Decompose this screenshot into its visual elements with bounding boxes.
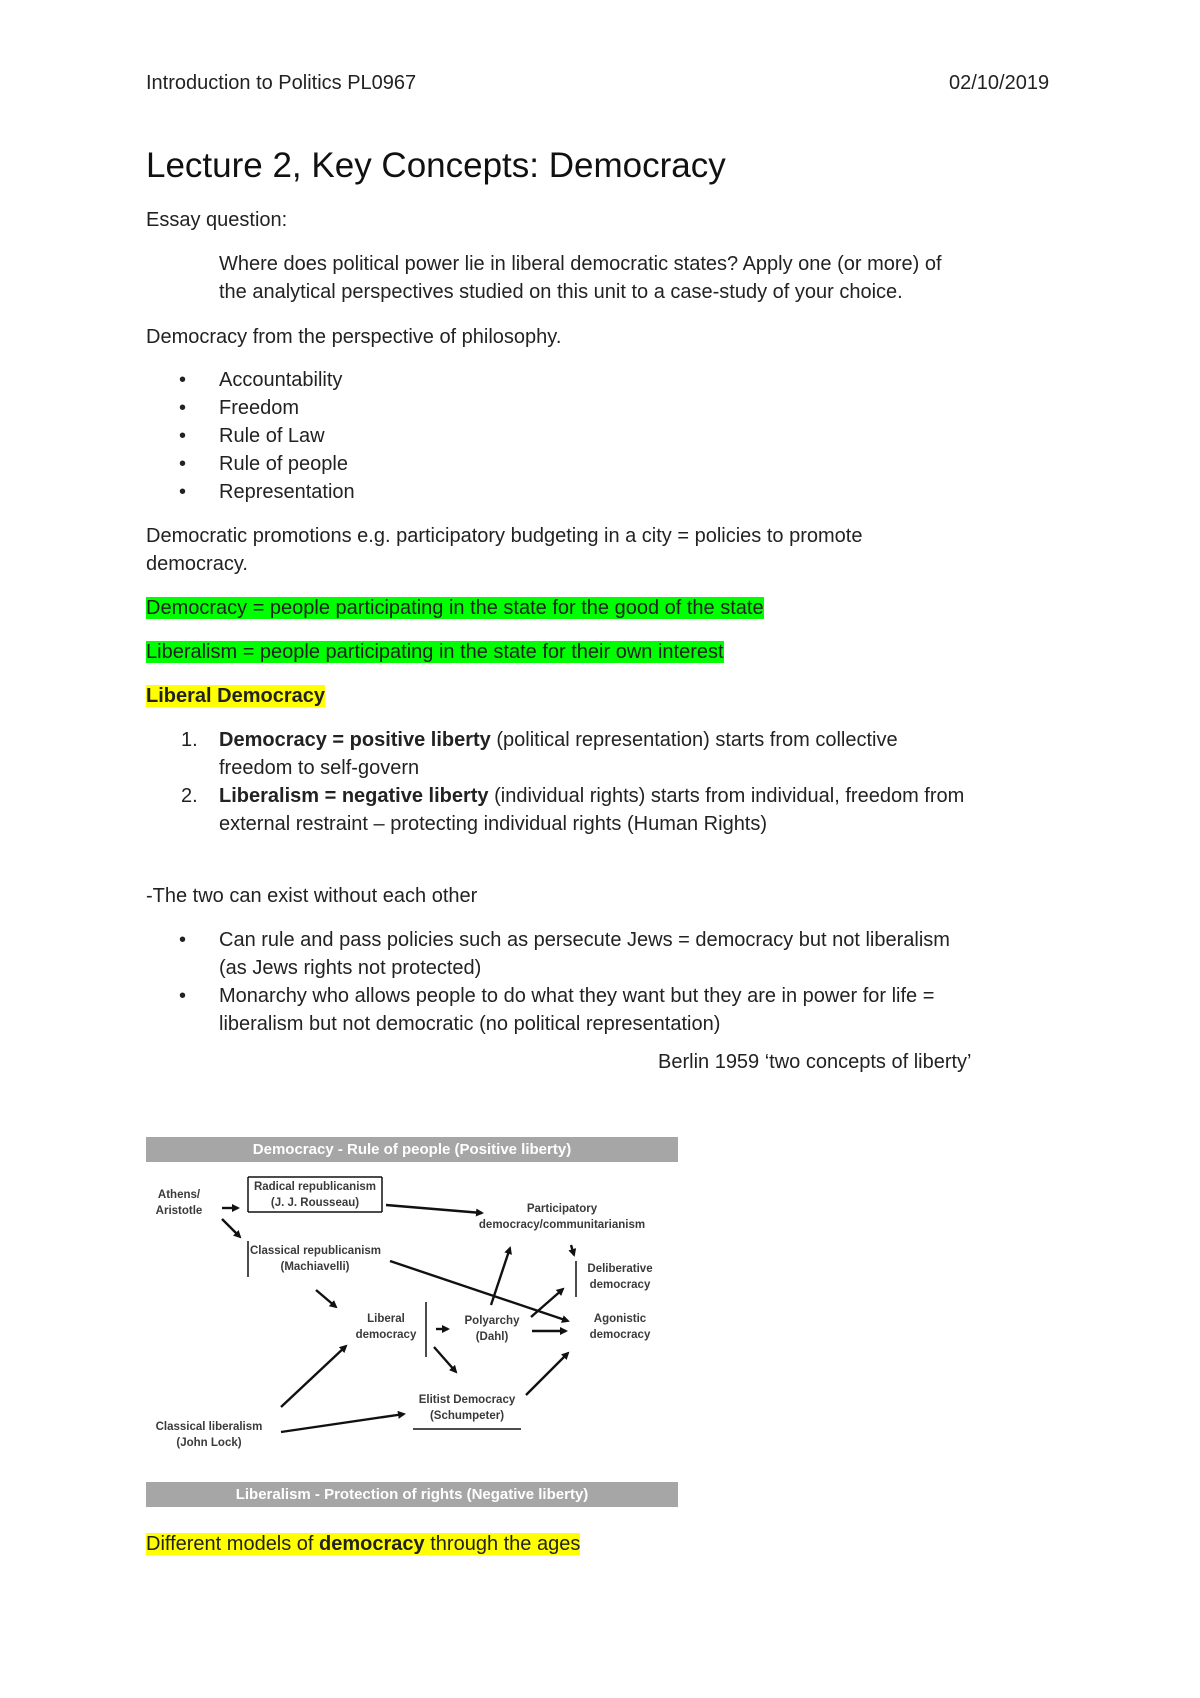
bullet-icon: • bbox=[179, 369, 187, 391]
essay-question-line-2: the analytical perspectives studied on this unit to a case-study of your choice. bbox=[219, 281, 903, 303]
arrow bbox=[316, 1290, 336, 1307]
arrow bbox=[222, 1219, 240, 1237]
node-agonistic-democracy: Agonistic democracy bbox=[589, 1313, 651, 1341]
arrow bbox=[434, 1347, 456, 1372]
arrow bbox=[386, 1205, 482, 1213]
philosophy-list bbox=[179, 366, 355, 506]
essay-label: Essay question: bbox=[146, 209, 288, 231]
diagram-caption: Different models of democracy through the ages bbox=[146, 1533, 581, 1555]
arrow bbox=[526, 1353, 568, 1395]
bullet-icon: • bbox=[179, 397, 187, 419]
node-athens: Athens/ Aristotle bbox=[155, 1189, 203, 1217]
promotions-line-2: democracy. bbox=[146, 553, 248, 575]
bullet-icon: • bbox=[179, 985, 187, 1007]
node-liberal-democracy: Liberal democracy bbox=[355, 1313, 417, 1341]
list-item: • Rule of Law bbox=[219, 422, 355, 450]
diagram-bottom-band: Liberalism - Protection of rights (Negative liberty) bbox=[146, 1482, 678, 1507]
arrow bbox=[491, 1248, 510, 1305]
bullet-icon: • bbox=[179, 929, 187, 951]
liberal-democracy-heading: Liberal Democracy bbox=[146, 685, 325, 707]
node-deliberative-democracy: Deliberative democracy bbox=[587, 1263, 653, 1291]
numbered-item-2: 2. Liberalism = negative liberty (individual rights) starts from individual, freedom from external restraint – protecting individual rights (Human Rights) bbox=[181, 785, 965, 835]
coexist-item-2: • Monarchy who allows people to do what they want but they are in power for life = liberalism but not democratic (no political representation) bbox=[219, 982, 934, 1038]
list-item: • Representation bbox=[219, 478, 355, 506]
list-item: • Accountability bbox=[219, 366, 355, 394]
promotions-line-1: Democratic promotions e.g. participatory budgeting in a city = policies to promote bbox=[146, 525, 863, 547]
arrow bbox=[281, 1346, 346, 1407]
list-item: • Rule of people bbox=[219, 450, 355, 478]
header-date: 02/10/2019 bbox=[949, 72, 1050, 94]
diagram-top-band: Democracy - Rule of people (Positive liberty) bbox=[146, 1137, 678, 1162]
arrow bbox=[281, 1414, 404, 1432]
node-classical-republicanism: Classical republicanism (Machiavelli) bbox=[250, 1245, 382, 1273]
node-elitist-democracy: Elitist Democracy (Schumpeter) bbox=[418, 1394, 516, 1422]
node-polyarchy: Polyarchy (Dahl) bbox=[464, 1315, 520, 1343]
header-course: Introduction to Politics PL0967 bbox=[146, 72, 417, 94]
list-item: • Freedom bbox=[219, 394, 355, 422]
bullet-icon: • bbox=[179, 425, 187, 447]
bullet-icon: • bbox=[179, 481, 187, 503]
node-participatory-democracy: Participatory democracy/communitarianism bbox=[478, 1203, 646, 1231]
citation: Berlin 1959 ‘two concepts of liberty’ bbox=[658, 1051, 972, 1073]
numbered-item-1: 1. Democracy = positive liberty (political representation) starts from collective freedom to self-govern bbox=[181, 729, 898, 779]
democracy-definition: Democracy = people participating in the state for the good of the state bbox=[146, 597, 764, 619]
page-title: Lecture 2, Key Concepts: Democracy bbox=[146, 146, 726, 185]
liberalism-definition: Liberalism = people participating in the state for their own interest bbox=[146, 641, 724, 663]
democracy-models-diagram bbox=[146, 1137, 678, 1507]
coexist-item-1: • Can rule and pass policies such as persecute Jews = democracy but not liberalism (as Jews rights not protected) bbox=[219, 926, 950, 982]
essay-question-line-1: Where does political power lie in liberal democratic states? Apply one (or more) of bbox=[219, 253, 942, 275]
philosophy-intro: Democracy from the perspective of philosophy. bbox=[146, 326, 562, 348]
bullet-icon: • bbox=[179, 453, 187, 475]
node-classical-liberalism: Classical liberalism (John Lock) bbox=[155, 1421, 263, 1449]
arrow bbox=[571, 1245, 574, 1255]
node-radical-republicanism: Radical republicanism (J. J. Rousseau) bbox=[253, 1181, 377, 1209]
coexist-intro: -The two can exist without each other bbox=[146, 885, 478, 907]
